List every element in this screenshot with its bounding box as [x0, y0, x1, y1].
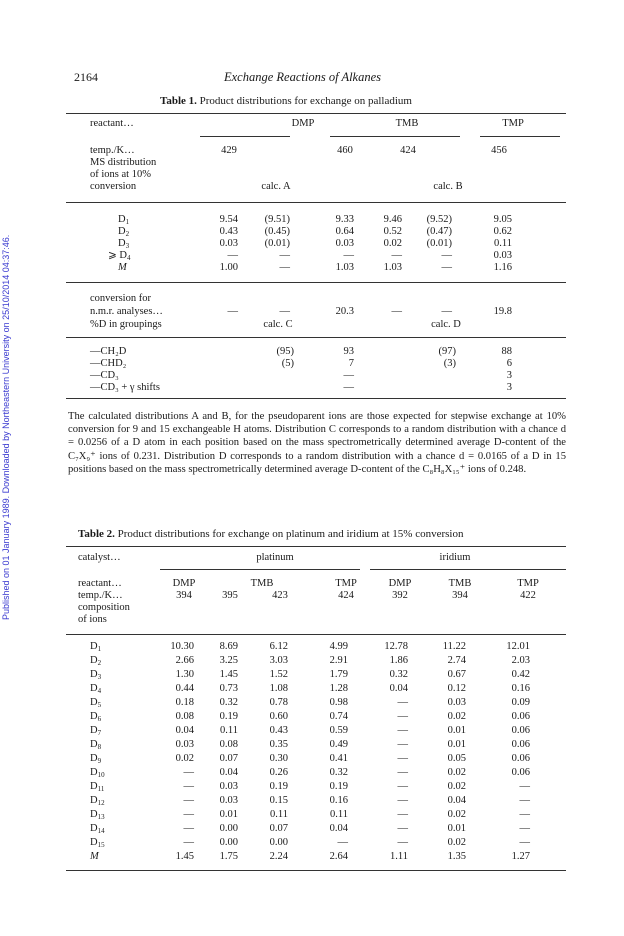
table-cell: 2.91 [329, 655, 348, 666]
table-cell: 0.15 [269, 795, 288, 806]
table-cell: 0.06 [511, 711, 530, 722]
row-label-subscript: 1 [97, 645, 102, 653]
table-cell: — [391, 250, 402, 261]
row-label-text: D [118, 214, 126, 225]
catalyst-header: platinum [256, 552, 294, 563]
download-watermark [0, 150, 14, 650]
table-cell: 0.06 [511, 753, 530, 764]
table-cell: 12.01 [506, 641, 530, 652]
table-cell: 3.25 [219, 655, 238, 666]
grouping-cell: 3 [506, 370, 512, 381]
table-cell: 0.74 [329, 711, 348, 722]
row-label-text: M [90, 851, 99, 862]
table-cell: 0.01 [447, 725, 466, 736]
row-label-text: D [118, 238, 126, 249]
download-watermark-text: Published on 01 January 1989. Downloaded by Northeastern University on 25/10/2014 04:37:46. [1, 234, 11, 620]
temp-value: 456 [491, 145, 507, 156]
row-label-subscript: 3 [97, 673, 102, 681]
table-cell: 1.00 [219, 262, 238, 273]
table-cell: 0.60 [269, 711, 288, 722]
table-cell: 9.05 [493, 214, 512, 225]
table-cell: 0.07 [269, 823, 288, 834]
reactant-header: TMB [448, 578, 472, 589]
table-cell: — [519, 809, 530, 820]
temp-value: 392 [392, 590, 408, 601]
nmr-cell: — [441, 306, 452, 317]
table-cell: — [397, 837, 408, 848]
row-label [90, 851, 99, 865]
reactant-label: reactant… [90, 118, 134, 129]
table-cell: 0.06 [511, 767, 530, 778]
temp-value: 460 [337, 145, 353, 156]
conversion-label: conversion [90, 181, 137, 192]
calc-d-label: calc. D [431, 319, 461, 330]
row-label-text: D [90, 753, 98, 764]
table-cell: 1.03 [335, 262, 354, 273]
table-cell: 0.12 [447, 683, 466, 694]
row-label-subscript: 8 [97, 743, 102, 751]
grouping-cell: 7 [348, 358, 354, 369]
table-cell: 0.32 [219, 697, 238, 708]
grouping-cell: (97) [438, 346, 456, 357]
row-label-subscript: 12 [97, 799, 105, 807]
temp-value: 422 [520, 590, 536, 601]
row-label-subscript: 15 [97, 841, 105, 849]
reactant-rule [480, 136, 560, 137]
table-cell: — [397, 753, 408, 764]
table-cell: 1.30 [175, 669, 194, 680]
reactant-label: reactant… [78, 578, 122, 589]
table-cell: 0.64 [335, 226, 354, 237]
nmr-cell: 20.3 [335, 306, 354, 317]
table1-bottom-rule [66, 398, 566, 399]
table1-rule [66, 282, 566, 283]
row-label-subscript: 2 [97, 659, 102, 667]
calc-b-label: calc. B [433, 181, 463, 192]
table-cell: (0.01) [264, 238, 290, 249]
table-cell: 0.03 [493, 250, 512, 261]
reactant-header: TMP [517, 578, 539, 589]
table-cell: 12.78 [384, 641, 408, 652]
table-cell: 6.12 [269, 641, 288, 652]
nmr-cell: 19.8 [493, 306, 512, 317]
table-cell: 0.02 [447, 781, 466, 792]
table-cell: — [519, 823, 530, 834]
grouping-cell: — [343, 382, 354, 393]
table-cell: 0.02 [447, 837, 466, 848]
table1-rule [66, 337, 566, 338]
table-cell: 0.62 [493, 226, 512, 237]
grouping-cell: 93 [343, 346, 354, 357]
ms-label: of ions at 10% [90, 169, 151, 180]
table-cell: 1.79 [329, 669, 348, 680]
table-cell: 0.03 [447, 697, 466, 708]
row-label-text: D [90, 669, 98, 680]
table-cell: 11.22 [442, 641, 466, 652]
table-cell: 0.01 [447, 739, 466, 750]
table-cell: 0.01 [219, 809, 238, 820]
table-cell: 3.03 [269, 655, 288, 666]
table-cell: — [397, 809, 408, 820]
table2-caption-text: Product distributions for exchange on platinum and iridium at 15% conversion [114, 528, 464, 540]
table-cell: — [397, 725, 408, 736]
row-label-text: D [90, 725, 98, 736]
table-cell: 0.41 [329, 753, 348, 764]
table-cell: — [519, 781, 530, 792]
table-cell: 0.35 [269, 739, 288, 750]
table-cell: — [519, 795, 530, 806]
table-cell: 0.06 [511, 739, 530, 750]
table1-caption [160, 95, 412, 107]
table-cell: 0.06 [511, 725, 530, 736]
table1-caption-text: Product distributions for exchange on palladium [196, 95, 412, 107]
table-cell: 9.46 [383, 214, 402, 225]
table-cell: — [183, 823, 194, 834]
row-label-subscript: 9 [97, 757, 102, 765]
reactant-header: DMP [388, 578, 412, 589]
row-label-subscript: 14 [97, 827, 105, 835]
table-cell: — [397, 781, 408, 792]
table-cell: 0.00 [269, 837, 288, 848]
row-label-subscript: 13 [97, 813, 105, 821]
table1-caption-label: Table 1. [160, 95, 197, 107]
table-cell: 0.02 [175, 753, 194, 764]
table-cell: 0.19 [219, 711, 238, 722]
table-cell: 0.03 [219, 238, 238, 249]
composition-label: composition [78, 602, 130, 613]
table-cell: 0.09 [511, 697, 530, 708]
table2-top-rule [66, 546, 566, 547]
table-cell: 0.32 [389, 669, 408, 680]
table-cell: 1.35 [447, 851, 466, 862]
table-cell: 0.44 [175, 683, 194, 694]
table1-rule [66, 202, 566, 203]
table1-footnote: The calculated distributions A and B, for the pseudoparent ions are those expected for stepwise exchange at 10% conversion for 9 and 15 exchangeable H atoms. Distribution C corresponds to a random distribution with a chance d = 0.0256 of a D atom in each position based on the mass spectrometrically determined average D-content of the C₇X₉⁺ ions of 0.231. Distribution D corresponds to a random distribution with a chance d = 0.0165 of a D in 15 positions based on the mass spectrometrically determined average D-content of the C₈H₈X₁₅⁺ ions of 0.248. [68, 411, 566, 475]
table-cell: (0.45) [264, 226, 290, 237]
calc-a-label: calc. A [261, 181, 291, 192]
row-label [90, 753, 101, 767]
table-cell: 0.18 [175, 697, 194, 708]
row-label-text: D [90, 795, 98, 806]
table-cell: 0.01 [447, 823, 466, 834]
calc-c-label: calc. C [263, 319, 293, 330]
table-cell: 0.42 [511, 669, 530, 680]
table-cell: 1.45 [175, 851, 194, 862]
table-cell: — [441, 250, 452, 261]
reactant-header: TMB [250, 578, 274, 589]
table-cell: — [343, 250, 354, 261]
table1-top-rule [66, 113, 566, 114]
nmr-cell: — [391, 306, 402, 317]
table-cell: — [397, 711, 408, 722]
table-cell: — [397, 739, 408, 750]
nmr-cell: — [227, 306, 238, 317]
grouping-label: —CD₃ + γ shifts [90, 382, 160, 393]
grouping-cell: — [343, 370, 354, 381]
temp-value: 429 [221, 145, 237, 156]
table-cell: 0.19 [269, 781, 288, 792]
grouping-cell: (5) [281, 358, 294, 369]
table-cell: 0.30 [269, 753, 288, 764]
row-label [90, 669, 101, 683]
table-cell: 0.00 [219, 837, 238, 848]
table-cell: 2.74 [447, 655, 466, 666]
row-label-text: D [90, 739, 98, 750]
temp-value: 395 [222, 590, 238, 601]
table-cell: 0.73 [219, 683, 238, 694]
table-cell: — [279, 262, 290, 273]
row-label [90, 795, 105, 809]
row-label-subscript: 2 [125, 230, 130, 238]
row-label-subscript: 3 [125, 242, 130, 250]
table-cell: 9.33 [335, 214, 354, 225]
table-cell: 0.11 [494, 238, 512, 249]
row-label-text: ⩾ D [108, 250, 128, 261]
row-label [90, 641, 101, 655]
table-cell: 1.27 [511, 851, 530, 862]
table-cell: 10.30 [170, 641, 194, 652]
table-cell: 0.03 [219, 781, 238, 792]
row-label-subscript: 4 [127, 254, 131, 262]
table-cell: 0.08 [175, 711, 194, 722]
table-cell: 1.45 [219, 669, 238, 680]
table-cell: 0.43 [219, 226, 238, 237]
row-label-subscript: 11 [97, 785, 105, 793]
row-label [90, 781, 104, 795]
row-label-subscript: 1 [125, 218, 130, 226]
table-cell: 0.26 [269, 767, 288, 778]
groupings-label: %D in groupings [90, 319, 162, 330]
table-cell: — [397, 823, 408, 834]
composition-label: of ions [78, 614, 107, 625]
reactant-header: DMP [291, 118, 315, 129]
table-cell: — [397, 697, 408, 708]
table-cell: 8.69 [219, 641, 238, 652]
table-cell: — [397, 767, 408, 778]
running-title: Exchange Reactions of Alkanes [224, 70, 382, 84]
row-label-text: D [90, 655, 98, 666]
table2-bottom-rule [66, 870, 566, 871]
row-label-subscript: 4 [97, 687, 102, 695]
row-label [90, 809, 105, 823]
table-cell: (0.01) [426, 238, 452, 249]
row-label-subscript: 5 [97, 701, 102, 709]
table-cell: 0.11 [220, 725, 238, 736]
table-cell: — [183, 795, 194, 806]
table-cell: 0.02 [447, 809, 466, 820]
reactant-header: TMP [335, 578, 357, 589]
row-label-text: D [90, 809, 98, 820]
table-cell: (9.52) [426, 214, 452, 225]
table-cell: 0.67 [447, 669, 466, 680]
table-cell: 0.19 [329, 781, 348, 792]
table-cell: 4.99 [329, 641, 348, 652]
table-cell: — [183, 767, 194, 778]
row-label [90, 711, 101, 725]
table-cell: 0.02 [383, 238, 402, 249]
table2-rule [66, 634, 566, 635]
table-cell: (9.51) [264, 214, 290, 225]
table-cell: 0.02 [447, 767, 466, 778]
row-label-text: D [90, 781, 98, 792]
nmr-label: conversion for [90, 293, 151, 304]
table-cell: 0.02 [447, 711, 466, 722]
table-cell: 1.11 [390, 851, 408, 862]
row-label-subscript: 10 [97, 771, 105, 779]
table-cell: 0.04 [175, 725, 194, 736]
nmr-cell: — [279, 306, 290, 317]
table-cell: 2.64 [329, 851, 348, 862]
table-cell: 0.52 [383, 226, 402, 237]
catalyst-rule [370, 569, 566, 570]
grouping-label: —CD₃ [90, 370, 119, 381]
table-cell: 0.04 [219, 767, 238, 778]
temp-value: 394 [176, 590, 192, 601]
table-cell: 0.59 [329, 725, 348, 736]
table-cell: 0.03 [175, 739, 194, 750]
table-cell: 2.66 [175, 655, 194, 666]
grouping-label: —CHD₂ [90, 358, 127, 369]
row-label [118, 262, 127, 276]
table-cell: — [183, 837, 194, 848]
row-label [90, 739, 101, 753]
grouping-cell: (95) [276, 346, 294, 357]
table-cell: — [279, 250, 290, 261]
row-label-text: D [90, 823, 98, 834]
table-cell: 0.08 [219, 739, 238, 750]
row-label-subscript: 7 [97, 729, 102, 737]
table-cell: 2.03 [511, 655, 530, 666]
table-cell: 1.16 [493, 262, 512, 273]
table-cell: 0.49 [329, 739, 348, 750]
table-cell: 0.98 [329, 697, 348, 708]
nmr-label: n.m.r. analyses… [90, 306, 163, 317]
reactant-header: TMB [395, 118, 419, 129]
temp-label: temp./K… [90, 145, 135, 156]
table-cell: 0.11 [330, 809, 348, 820]
row-label-text: D [90, 711, 98, 722]
table-cell: 2.24 [269, 851, 288, 862]
row-label [90, 767, 105, 781]
table-cell: 0.04 [447, 795, 466, 806]
grouping-cell: 3 [506, 382, 512, 393]
table-cell: 1.52 [269, 669, 288, 680]
reactant-rule [330, 136, 460, 137]
row-label-subscript: 6 [97, 715, 102, 723]
table-cell: — [441, 262, 452, 273]
table-cell: 0.16 [329, 795, 348, 806]
table-cell: 0.04 [329, 823, 348, 834]
row-label [90, 697, 101, 711]
row-label-text: D [90, 641, 98, 652]
table-cell: — [183, 781, 194, 792]
row-label [90, 823, 105, 837]
table-cell: 0.05 [447, 753, 466, 764]
row-label [90, 725, 101, 739]
table-cell: 9.54 [219, 214, 238, 225]
temp-label: temp./K… [78, 590, 123, 601]
grouping-label: —CH₂D [90, 346, 127, 357]
table-cell: (0.47) [426, 226, 452, 237]
table-cell: 0.32 [329, 767, 348, 778]
temp-value: 424 [400, 145, 416, 156]
reactant-header: TMP [502, 118, 524, 129]
table2-caption [78, 528, 463, 540]
row-label-text: M [118, 262, 127, 273]
row-label [90, 837, 105, 851]
table2-caption-label: Table 2. [78, 528, 115, 540]
table-cell: 0.43 [269, 725, 288, 736]
table-cell: 0.00 [219, 823, 238, 834]
row-label [90, 655, 101, 669]
grouping-cell: 6 [506, 358, 512, 369]
grouping-cell: 88 [501, 346, 512, 357]
page-number: 2164 [74, 70, 98, 84]
row-label [90, 683, 101, 697]
table-cell: — [227, 250, 238, 261]
table-cell: 0.03 [219, 795, 238, 806]
row-label-text: D [90, 683, 98, 694]
row-label-text: D [90, 837, 98, 848]
table-cell: 0.03 [335, 238, 354, 249]
temp-value: 423 [272, 590, 288, 601]
temp-value: 394 [452, 590, 468, 601]
table-cell: 0.11 [270, 809, 288, 820]
catalyst-label: catalyst… [78, 552, 121, 563]
grouping-cell: (3) [443, 358, 456, 369]
table-cell: 0.07 [219, 753, 238, 764]
table-cell: 0.04 [389, 683, 408, 694]
temp-value: 424 [338, 590, 354, 601]
catalyst-header: iridium [439, 552, 471, 563]
table-cell: 0.16 [511, 683, 530, 694]
table-cell: 1.86 [389, 655, 408, 666]
table-cell: — [397, 795, 408, 806]
catalyst-rule [160, 569, 360, 570]
table-cell: 1.75 [219, 851, 238, 862]
table-cell: 0.78 [269, 697, 288, 708]
table-cell: 1.08 [269, 683, 288, 694]
table-cell: 1.03 [383, 262, 402, 273]
row-label-text: D [90, 767, 98, 778]
table-cell: — [519, 837, 530, 848]
reactant-header: DMP [172, 578, 196, 589]
row-label-text: D [118, 226, 126, 237]
table-cell: — [183, 809, 194, 820]
table-cell: — [337, 837, 348, 848]
row-label-text: D [90, 697, 98, 708]
table-cell: 1.28 [329, 683, 348, 694]
reactant-rule [200, 136, 290, 137]
ms-label: MS distribution [90, 157, 157, 168]
